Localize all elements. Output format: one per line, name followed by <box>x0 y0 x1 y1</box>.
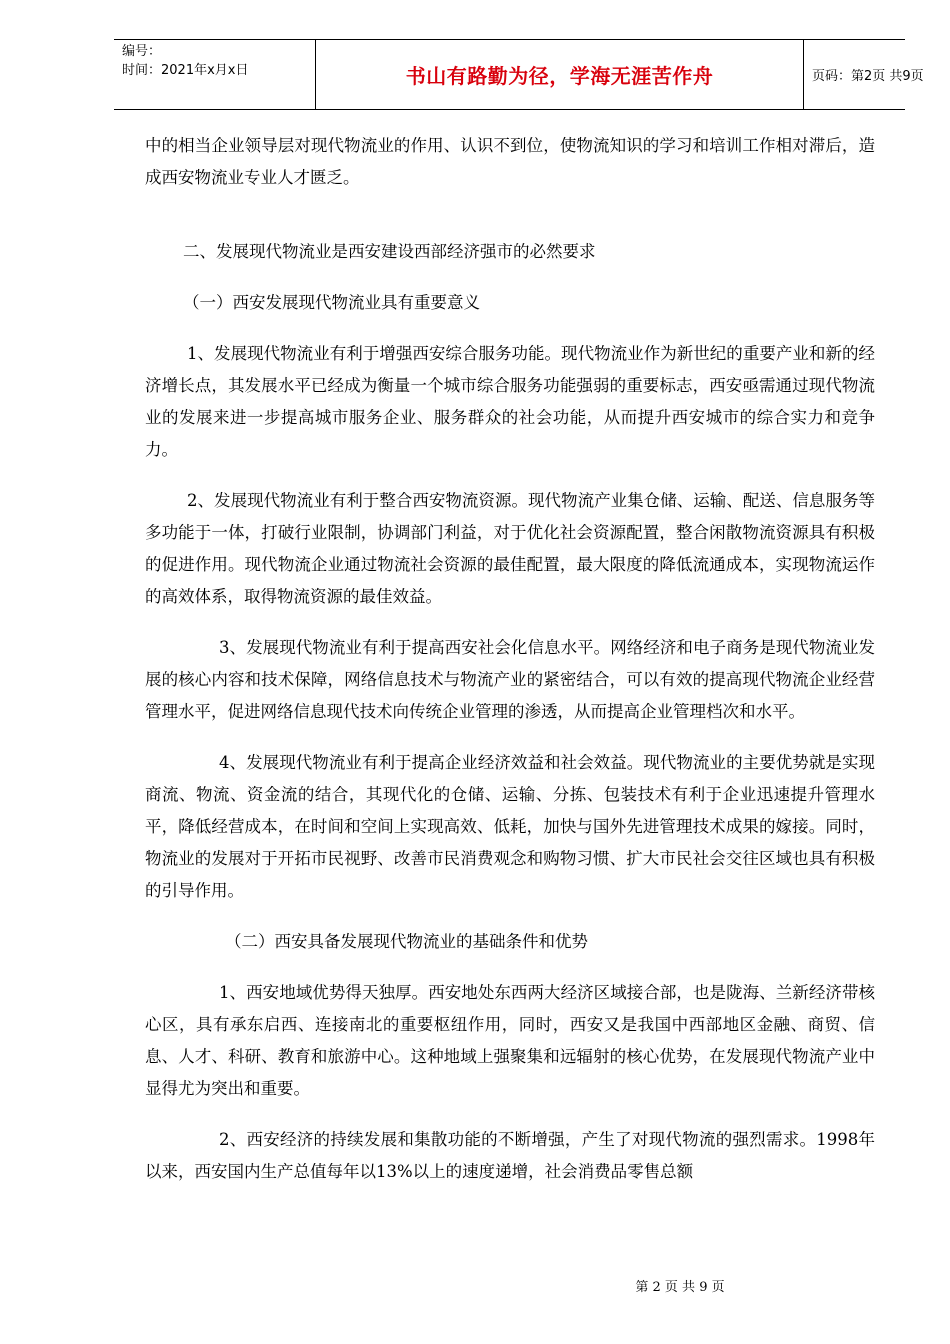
motto-text: 书山有路勤为径，学海无涯苦作舟 <box>405 64 714 88</box>
header-meta <box>114 40 316 109</box>
page-info-text: 页码：第2页 共9页 <box>812 69 924 84</box>
header-page-info <box>804 40 924 109</box>
section-heading-2: 二、发展现代物流业是西安建设西部经济强市的必然要求 <box>183 242 596 261</box>
page-footer: 第 2 页 共 9 页 <box>635 1280 725 1295</box>
code-label: 编号： <box>122 44 162 59</box>
paragraph-item-2: 2、发展现代物流业有利于整合西安物流资源。现代物流产业集仓储、运输、配送、信息服务等多功能于一体，打破行业限制，协调部门利益，对于优化社会资源配置，整合闲散物流资源具有积极的促进作用。现代物流企业通过物流社会资源的最佳配置，最大限度的降低流通成本，实现物流运作的高效体系，取得物流资源的最佳效益。 <box>145 491 875 606</box>
paragraph-item-3: 3、发展现代物流业有利于提高西安社会化信息水平。网络经济和电子商务是现代物流业发展的核心内容和技术保障，网络信息技术与物流产业的紧密结合，可以有效的提高现代物流企业经营管理水平，促进网络信息现代技术向传统企业管理的渗透，从而提高企业管理档次和水平。 <box>145 638 875 721</box>
paragraph-item-4: 4、发展现代物流业有利于提高企业经济效益和社会效益。现代物流业的主要优势就是实现商流、物流、资金流的结合，其现代化的仓储、运输、分拣、包装技术有利于企业迅速提升管理水平，降低经营成本，在时间和空间上实现高效、低耗，加快与国外先进管理技术成果的嫁接。同时，物流业的发展对于开拓市民视野、改善市民消费观念和购物习惯、扩大市民社会交往区域也具有积极的引导作用。 <box>145 753 875 900</box>
header-motto <box>316 40 804 109</box>
paragraph-advantage-1: 1、西安地域优势得天独厚。西安地处东西两大经济区域接合部，也是陇海、兰新经济带核心区，具有承东启西、连接南北的重要枢纽作用，同时，西安又是我国中西部地区金融、商贸、信息、人才、科研、教育和旅游中心。这种地域上强聚集和远辐射的核心优势，在发展现代物流产业中显得尤为突出和重要。 <box>145 983 875 1098</box>
subsection-heading-1: （一）西安发展现代物流业具有重要意义 <box>183 293 480 312</box>
page-header <box>114 39 924 110</box>
paragraph-item-1: 1、发展现代物流业有利于增强西安综合服务功能。现代物流业作为新世纪的重要产业和新的经济增长点，其发展水平已经成为衡量一个城市综合服务功能强弱的重要标志，西安亟需通过现代物流业的发展来进一步提高城市服务企业、服务群众的社会功能，从而提升西安城市的综合实力和竞争力。 <box>145 344 875 459</box>
time-label: 时间：2021年x月x日 <box>122 63 249 78</box>
paragraph-advantage-2: 2、西安经济的持续发展和集散功能的不断增强，产生了对现代物流的强烈需求。1998年以来，西安国内生产总值每年以13%以上的速度递增，社会消费品零售总额 <box>145 1130 875 1181</box>
document-body <box>145 130 875 1188</box>
paragraph-continuation: 中的相当企业领导层对现代物流业的作用、认识不到位，使物流知识的学习和培训工作相对滞后，造成西安物流业专业人才匮乏。 <box>145 136 875 187</box>
subsection-heading-2: （二）西安具备发展现代物流业的基础条件和优势 <box>225 932 588 951</box>
